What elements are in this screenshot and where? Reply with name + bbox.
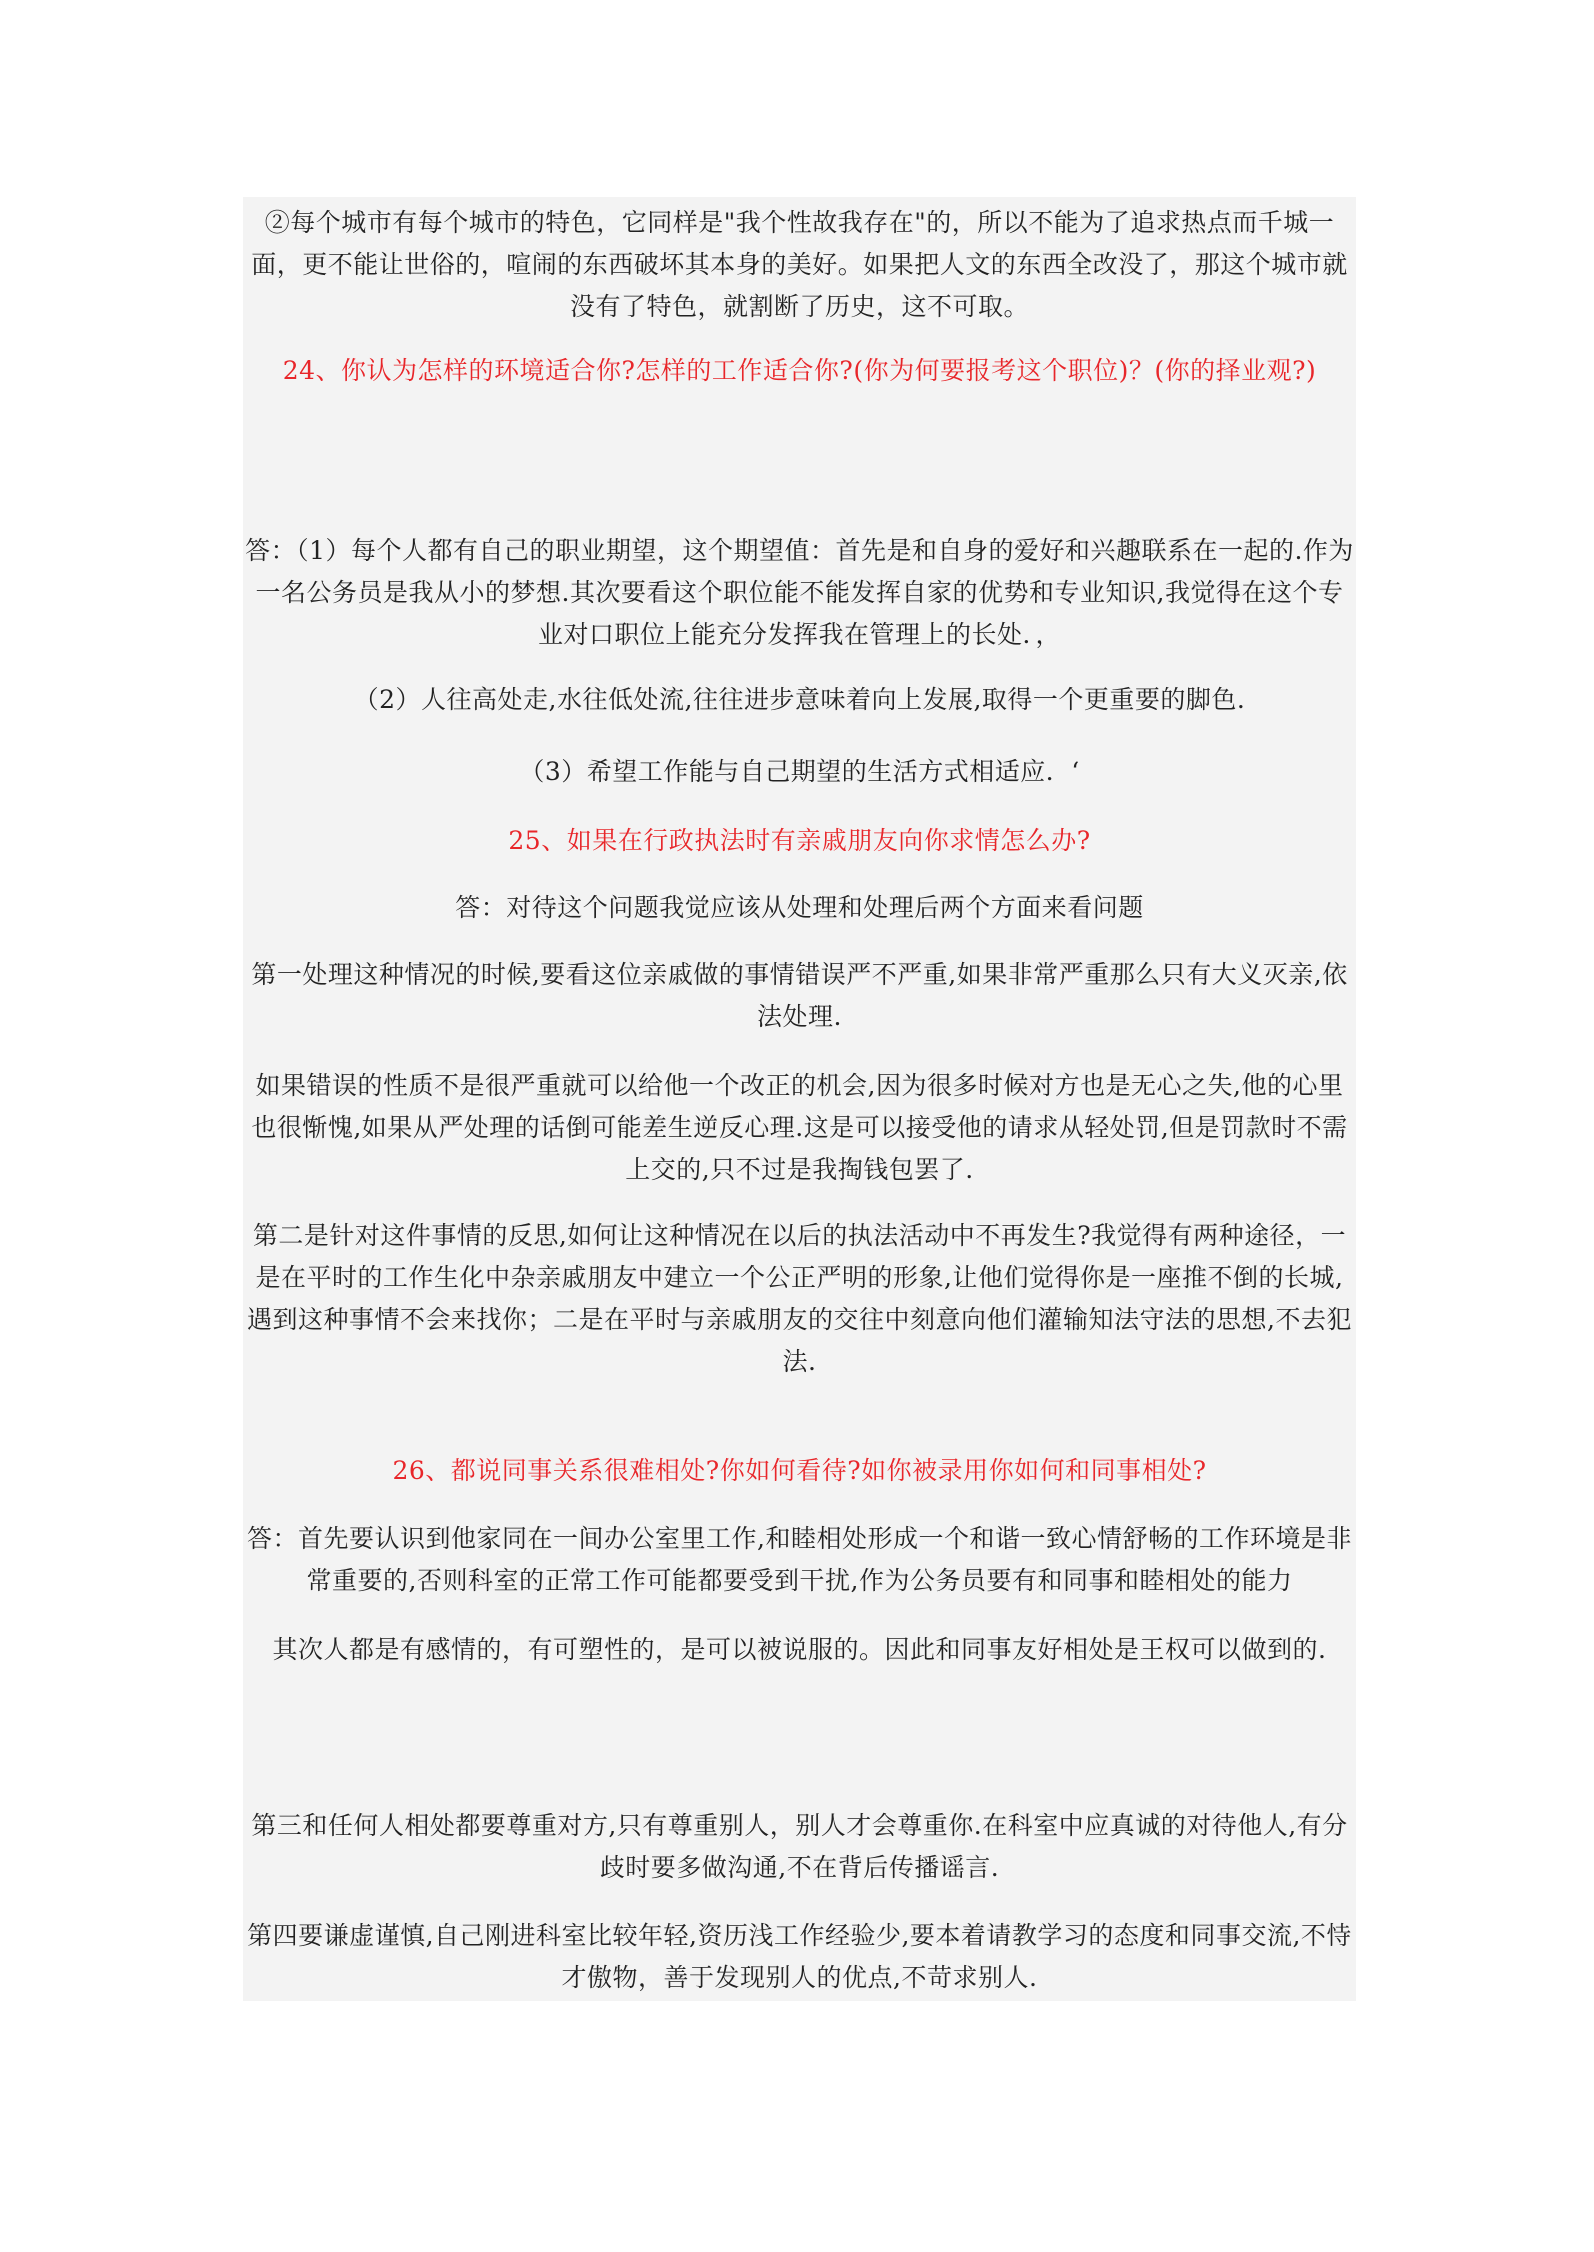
answer-24-part2: （2）人往高处走,水往低处流,往往进步意味着向上发展,取得一个更重要的脚色.: [353, 685, 1246, 714]
question-24: 24、你认为怎样的环境适合你?怎样的工作适合你?(你为何要报考这个职位)？(你的择业观?): [282, 356, 1317, 385]
answer-26-first: 答：首先要认识到他家同在一间办公室里工作,和睦相处形成一个和谐一致心情舒畅的工作环境是非常重要的,否则科室的正常工作可能都要受到干扰,作为公务员要有和同事和睦相处的能力: [247, 1524, 1352, 1595]
answer-24-part1: 答：（1）每个人都有自己的职业期望，这个期望值：首先是和自身的爱好和兴趣联系在一起的.作为一名公务员是我从小的梦想.其次要看这个职位能不能发挥自家的优势和专业知识,我觉得在这个专业对口职位上能充分发挥我在管理上的长处．，: [245, 536, 1354, 649]
answer-26-fourth: 第四要谦虚谨慎,自己刚进科室比较年轻,资历浅工作经验少,要本着请教学习的态度和同事交流,不恃才傲物，善于发现别人的优点,不苛求别人.: [247, 1921, 1352, 1992]
answer-25-second: 第二是针对这件事情的反思,如何让这种情况在以后的执法活动中不再发生?我觉得有两种途径，一是在平时的工作生化中杂亲戚朋友中建立一个公正严明的形象,让他们觉得你是一座推不倒的长城,遇到这种事情不会来找你；二是在平时与亲戚朋友的交往中刻意向他们灌输知法守法的思想,不去犯法.: [247, 1221, 1352, 1376]
answer-24-part3: （3）希望工作能与自己期望的生活方式相适应．‘: [519, 757, 1080, 786]
answer-26-third: 第三和任何人相处都要尊重对方,只有尊重别人，别人才会尊重你.在科室中应真诚的对待他人,有分歧时要多做沟通,不在背后传播谣言.: [251, 1811, 1348, 1882]
question-25: 25、如果在行政执法时有亲戚朋友向你求情怎么办?: [508, 826, 1091, 855]
answer-26-second: 其次人都是有感情的，有可塑性的，是可以被说服的。因此和同事友好相处是王权可以做到的.: [272, 1635, 1327, 1664]
answer-25-intro: 答：对待这个问题我觉应该从处理和处理后两个方面来看问题: [455, 893, 1144, 922]
answer-25-leniency: 如果错误的性质不是很严重就可以给他一个改正的机会,因为很多时候对方也是无心之失,他的心里也很惭愧,如果从严处理的话倒可能差生逆反心理.这是可以接受他的请求从轻处罚,但是罚款时不需上交的,只不过是我掏钱包罢了.: [251, 1071, 1348, 1184]
question-26: 26、都说同事关系很难相处?你如何看待?如你被录用你如何和同事相处?: [392, 1456, 1207, 1485]
answer-25-first: 第一处理这种情况的时候,要看这位亲戚做的事情错误严不严重,如果非常严重那么只有大义灭亲,依法处理.: [251, 960, 1348, 1031]
paragraph-city-character: ②每个城市有每个城市的特色，它同样是"我个性故我存在"的，所以不能为了追求热点而千城一面，更不能让世俗的，喧闹的东西破坏其本身的美好。如果把人文的东西全改没了，那这个城市就没有了特色，就割断了历史，这不可取。: [251, 208, 1348, 321]
